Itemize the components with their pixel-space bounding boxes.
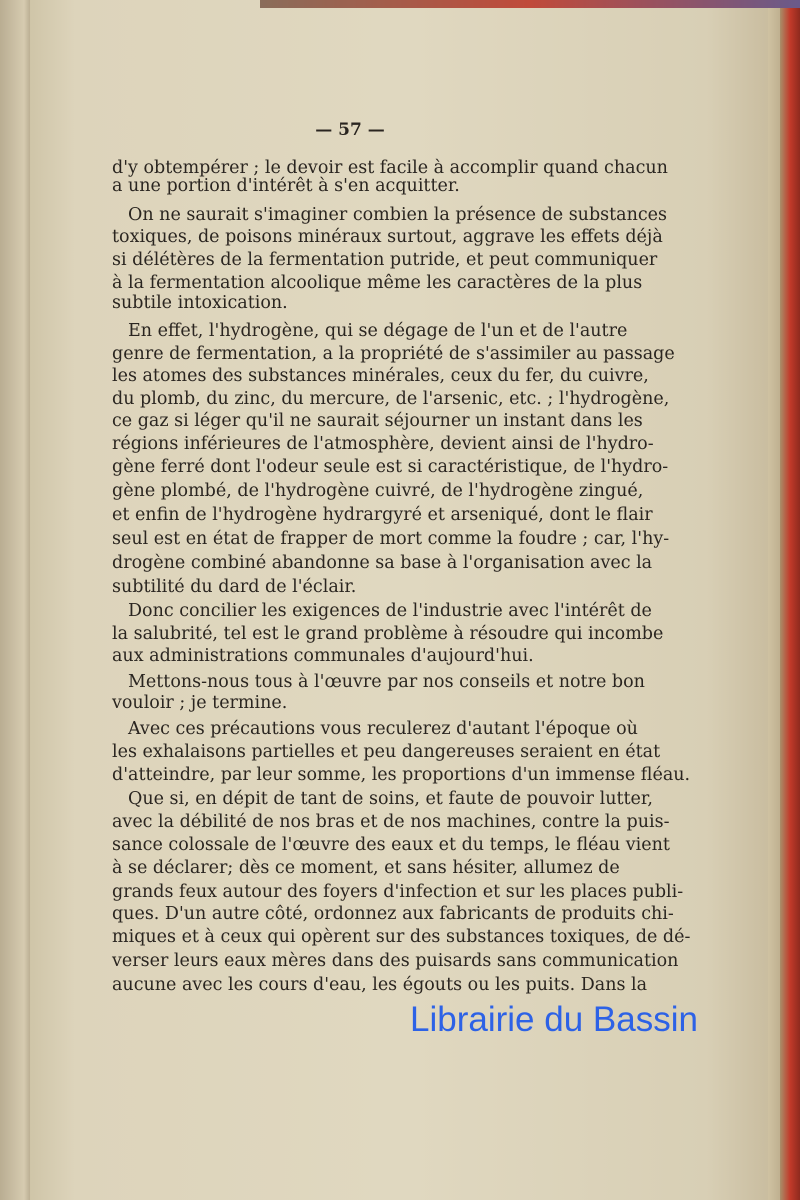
text-line: On ne saurait s'imaginer combien la présence de substances xyxy=(128,205,668,225)
text-line: à se déclarer; dès ce moment, et sans hésiter, allumez de xyxy=(112,858,620,878)
cover-top-edge xyxy=(260,0,800,8)
text-line: Donc concilier les exigences de l'industrie avec l'intérêt de xyxy=(128,601,652,621)
text-line: ce gaz si léger qu'il ne saurait séjourner un instant dans les xyxy=(112,411,643,431)
text-line: En effet, l'hydrogène, qui se dégage de l'un et de l'autre xyxy=(128,321,628,341)
watermark: Librairie du Bassin xyxy=(410,1000,698,1039)
text-line: les atomes des substances minérales, ceux du fer, du cuivre, xyxy=(112,366,649,386)
text-line: verser leurs eaux mères dans des puisards sans communication xyxy=(112,951,679,971)
text-line: miques et à ceux qui opèrent sur des substances toxiques, de dé- xyxy=(112,927,691,947)
page-number: — 57 — xyxy=(315,120,385,140)
text-line: les exhalaisons partielles et peu dangereuses seraient en état xyxy=(112,742,661,762)
text-line: Que si, en dépit de tant de soins, et faute de pouvoir lutter, xyxy=(128,789,653,809)
text-line: ques. D'un autre côté, ordonnez aux fabricants de produits chi- xyxy=(112,904,674,924)
text-line: la salubrité, tel est le grand problème à résoudre qui incombe xyxy=(112,624,664,644)
text-line: à la fermentation alcoolique même les caractères de la plus xyxy=(112,273,643,293)
text-line: subtile intoxication. xyxy=(112,293,288,313)
text-line: Avec ces précautions vous reculerez d'autant l'époque où xyxy=(128,719,638,739)
book-cover-edge xyxy=(780,0,800,1200)
text-line: a une portion d'intérêt à s'en acquitter. xyxy=(112,176,460,196)
text-line: gène ferré dont l'odeur seule est si caractéristique, de l'hydro- xyxy=(112,457,669,477)
text-line: gène plombé, de l'hydrogène cuivré, de l'hydrogène zingué, xyxy=(112,481,644,501)
text-line: genre de fermentation, a la propriété de s'assimiler au passage xyxy=(112,344,675,364)
page-stack-edge xyxy=(768,0,780,1200)
text-line: Mettons-nous tous à l'œuvre par nos conseils et notre bon xyxy=(128,672,645,692)
text-line: du plomb, du zinc, du mercure, de l'arsenic, etc. ; l'hydrogène, xyxy=(112,389,670,409)
text-line: et enfin de l'hydrogène hydrargyré et arseniqué, dont le flair xyxy=(112,505,653,525)
text-line: aucune avec les cours d'eau, les égouts ou les puits. Dans la xyxy=(112,975,648,995)
text-line: régions inférieures de l'atmosphère, devient ainsi de l'hydro- xyxy=(112,434,654,454)
text-line: drogène combiné abandonne sa base à l'organisation avec la xyxy=(112,553,653,573)
text-line: toxiques, de poisons minéraux surtout, aggrave les effets déjà xyxy=(112,227,663,247)
text-line: d'atteindre, par leur somme, les proportions d'un immense fléau. xyxy=(112,765,691,785)
text-line: subtilité du dard de l'éclair. xyxy=(112,577,357,597)
text-line: seul est en état de frapper de mort comme la foudre ; car, l'hy- xyxy=(112,529,670,549)
text-line: grands feux autour des foyers d'infection et sur les places publi- xyxy=(112,882,684,902)
text-line: si délétères de la fermentation putride, et peut communiquer xyxy=(112,250,658,270)
text-line: vouloir ; je termine. xyxy=(112,693,288,713)
text-line: d'y obtempérer ; le devoir est facile à accomplir quand chacun xyxy=(112,158,668,178)
text-line: aux administrations communales d'aujourd'hui. xyxy=(112,646,534,666)
text-line: avec la débilité de nos bras et de nos machines, contre la puis- xyxy=(112,812,670,832)
text-line: sance colossale de l'œuvre des eaux et du temps, le fléau vient xyxy=(112,835,670,855)
